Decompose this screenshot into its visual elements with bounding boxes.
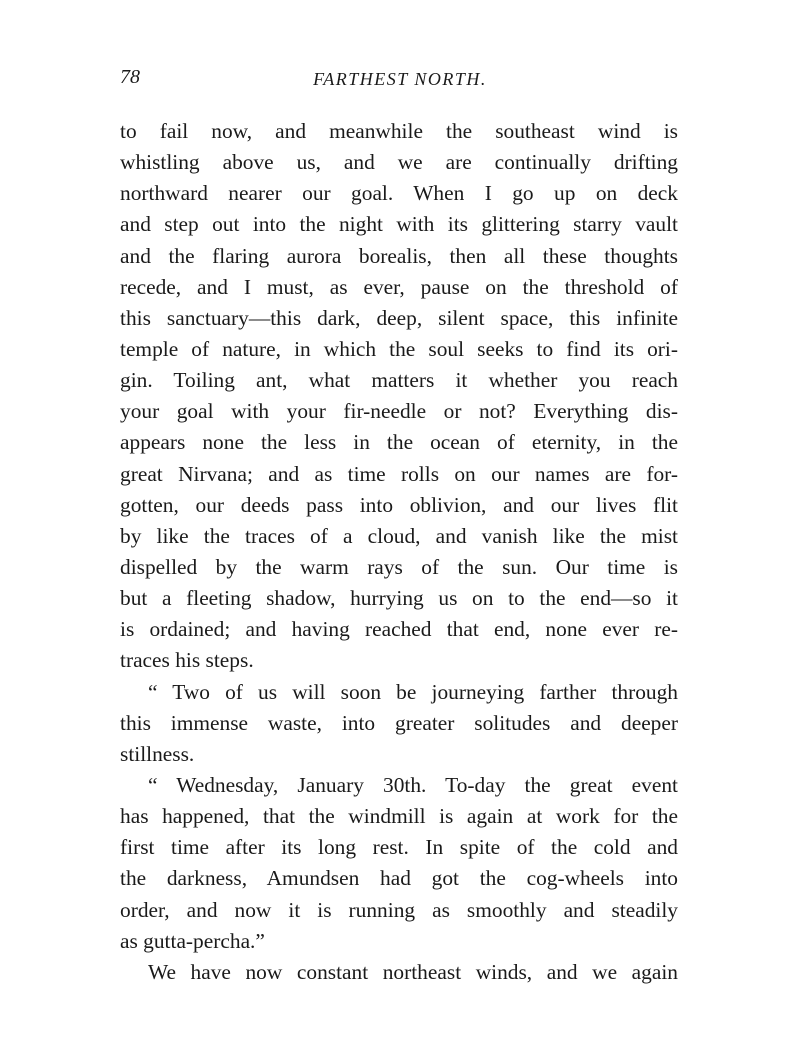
running-title: FARTHEST NORTH. bbox=[313, 69, 487, 89]
text-line: and step out into the night with its glittering starry vault bbox=[120, 212, 678, 237]
text-line: has happened, that the windmill is again at work for the bbox=[120, 804, 678, 829]
text-line: “ Wednesday, January 30th. To-day the great event bbox=[148, 772, 678, 797]
text-line: whistling above us, and we are continually drifting bbox=[120, 150, 678, 175]
text-line: We have now constant northeast winds, and we again bbox=[148, 959, 678, 984]
text-line: as gutta-percha.” bbox=[120, 928, 265, 953]
page-header bbox=[120, 66, 680, 96]
text-line: “ Two of us will soon be journeying farther through bbox=[148, 679, 678, 704]
text-line: by like the traces of a cloud, and vanish like the mist bbox=[120, 523, 678, 548]
page-number: 78 bbox=[120, 66, 140, 88]
text-line: and the flaring aurora borealis, then all these thoughts bbox=[120, 243, 678, 268]
text-line: but a fleeting shadow, hurrying us on to the end—so it bbox=[120, 586, 678, 611]
text-line: your goal with your fir-needle or not? Everything dis- bbox=[120, 399, 678, 424]
text-line: great Nirvana; and as time rolls on our names are for- bbox=[120, 461, 678, 486]
text-line: dispelled by the warm rays of the sun. Our time is bbox=[120, 554, 678, 579]
text-line: recede, and I must, as ever, pause on the threshold of bbox=[120, 274, 678, 299]
text-line: gotten, our deeds pass into oblivion, and our lives flit bbox=[120, 492, 678, 517]
text-line: is ordained; and having reached that end, none ever re- bbox=[120, 617, 678, 642]
text-line: gin. Toiling ant, what matters it whether you reach bbox=[120, 368, 678, 393]
text-line: stillness. bbox=[120, 741, 195, 766]
text-line: the darkness, Amundsen had got the cog-wheels into bbox=[120, 866, 678, 891]
text-line: this immense waste, into greater solitudes and deeper bbox=[120, 710, 678, 735]
text-line: order, and now it is running as smoothly and steadily bbox=[120, 897, 678, 922]
text-line: traces his steps. bbox=[120, 648, 254, 673]
body-text bbox=[120, 116, 678, 988]
text-line: to fail now, and meanwhile the southeast wind is bbox=[120, 119, 678, 143]
text-line: first time after its long rest. In spite of the cold and bbox=[120, 835, 678, 860]
text-line: this sanctuary—this dark, deep, silent space, this infinite bbox=[120, 305, 678, 330]
text-line: temple of nature, in which the soul seeks to find its ori- bbox=[120, 336, 678, 361]
text-line: northward nearer our goal. When I go up on deck bbox=[120, 181, 678, 206]
text-line: appears none the less in the ocean of eternity, in the bbox=[120, 430, 678, 455]
